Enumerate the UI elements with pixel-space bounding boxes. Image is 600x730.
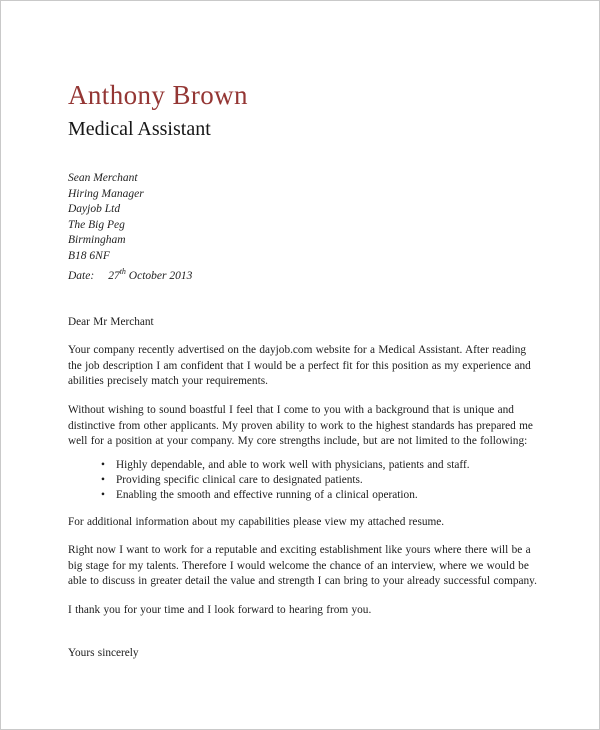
letter-paragraph-intro: Your company recently advertised on the dayjob.com website for a Medical Assistant. After reading the job description I am confident that I would be a perfect fit for this position as my experience and abilities precisely match your requirements.: [68, 344, 531, 388]
closing-signoff: Yours sincerely: [68, 646, 139, 659]
letter-paragraph-resume: For additional information about my capabilities please view my attached resume.: [68, 515, 445, 528]
letter-paragraph-thanks: I thank you for your time and I look forward to hearing from you.: [68, 604, 372, 617]
date-label: Date:: [68, 270, 95, 283]
recipient-line: Hiring Manager: [68, 187, 144, 200]
date-line: [68, 269, 543, 285]
recipient-line: B18 6NF: [68, 249, 110, 262]
date-month-year: October 2013: [125, 270, 193, 283]
recipient-line: Birmingham: [68, 234, 126, 247]
recipient-line: The Big Peg: [68, 218, 125, 231]
recipient-line: Dayjob Ltd: [68, 203, 121, 216]
recipient-line: Sean Merchant: [68, 172, 138, 185]
letter-paragraph-strengths: Without wishing to sound boastful I feel that I come to you with a background that is unique and distinctive from other applicants. My proven ability to work to the highest standards has prepared me well for a position at your company. My core strengths include, but are not limited to the following:: [68, 403, 533, 448]
bullet-item: • Highly dependable, and able to work well with physicians, patients and staff.: [101, 458, 543, 473]
bullet-item: • Providing specific clinical care to designated patients.: [101, 473, 543, 488]
strengths-bullet-list: [68, 458, 543, 503]
date-ordinal-suffix: th: [119, 267, 126, 277]
date-day: 27: [108, 270, 120, 283]
applicant-name: Anthony Brown: [68, 80, 248, 110]
recipient-address-block: [68, 171, 543, 264]
applicant-role: Medical Assistant: [68, 118, 211, 141]
bullet-item: • Enabling the smooth and effective running of a clinical operation.: [101, 488, 543, 503]
letter-paragraph-interview: Right now I want to work for a reputable and exciting establishment like yours where there will be a big stage for my talents. Therefore I would welcome the chance of an interview, where we would be able to discuss in greater detail the value and strength I can bring to your already successful company.: [68, 544, 537, 588]
salutation: Dear Mr Merchant: [68, 315, 154, 328]
